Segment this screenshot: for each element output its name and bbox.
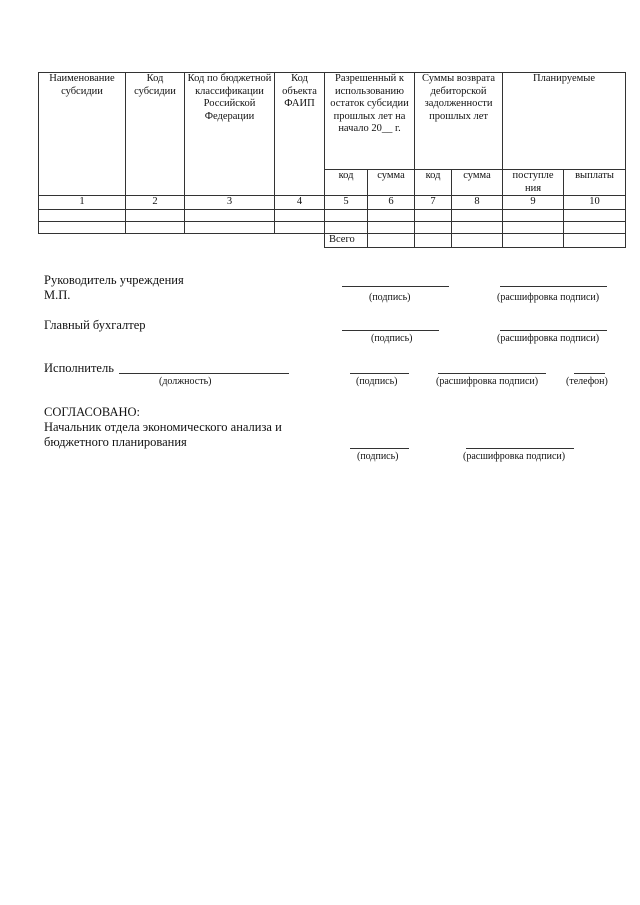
header-receivables-return: Суммы возврата дебиторской задолженности прошлых лет <box>415 73 503 170</box>
column-number: 4 <box>275 196 325 210</box>
column-number: 1 <box>39 196 126 210</box>
agreed-label: СОГЛАСОВАНО: <box>44 405 141 419</box>
executor-decoding-line <box>438 373 546 374</box>
header-subsidy-code: Код субсидии <box>126 73 185 196</box>
head-decoding-caption: (расшифровка подписи) <box>497 292 600 303</box>
executor-phone-caption: (телефон) <box>566 376 608 387</box>
executor-position-line <box>119 373 289 374</box>
head-signature-caption: (подпись) <box>369 292 411 303</box>
head-label: Руководитель учреждения <box>44 273 184 287</box>
agreed-signature-line <box>350 448 409 449</box>
agreed-decoding-caption: (расшифровка подписи) <box>463 451 566 462</box>
accountant-decoding-line <box>500 330 607 331</box>
total-label: Всего <box>325 233 368 247</box>
subheader-payments: выплаты <box>564 170 626 196</box>
accountant-signature-line <box>342 330 439 331</box>
subheader-sum: сумма <box>452 170 503 196</box>
dept-head-label-line1: Начальник отдела экономического анализа и <box>44 420 282 434</box>
executor-label: Исполнитель <box>44 361 114 375</box>
head-signature-line <box>342 286 449 287</box>
subsidy-table <box>38 72 626 248</box>
executor-signature-caption: (подпись) <box>356 376 398 387</box>
total-row <box>39 233 626 247</box>
header-budget-classification: Код по бюджетной классификации Российской Федерации <box>185 73 275 196</box>
header-faip-object-code: Код объекта ФАИП <box>275 73 325 196</box>
accountant-signature-caption: (подпись) <box>371 333 413 344</box>
column-number: 6 <box>368 196 415 210</box>
subheader-sum: сумма <box>368 170 415 196</box>
dept-head-label-line2: бюджетного планирования <box>44 435 187 449</box>
executor-phone-line <box>574 373 605 374</box>
executor-decoding-caption: (расшифровка подписи) <box>436 376 539 387</box>
subheader-receipts: поступле ния <box>503 170 564 196</box>
table-row <box>39 209 626 221</box>
stamp-label: М.П. <box>44 288 71 302</box>
header-planned: Планируемые <box>503 73 626 170</box>
agreed-decoding-line <box>466 448 574 449</box>
agreed-signature-caption: (подпись) <box>357 451 399 462</box>
chief-accountant-label: Главный бухгалтер <box>44 318 146 332</box>
header-subsidy-name: Наименование субсидии <box>39 73 126 196</box>
column-number: 7 <box>415 196 452 210</box>
header-permitted-balance: Разрешенный к использованию остаток субсидии прошлых лет на начало 20__ г. <box>325 73 415 170</box>
column-number: 10 <box>564 196 626 210</box>
column-number: 9 <box>503 196 564 210</box>
executor-position-caption: (должность) <box>159 376 212 387</box>
executor-signature-line <box>350 373 409 374</box>
column-number: 5 <box>325 196 368 210</box>
subheader-code: код <box>415 170 452 196</box>
column-number: 2 <box>126 196 185 210</box>
column-number: 3 <box>185 196 275 210</box>
subheader-code: код <box>325 170 368 196</box>
head-decoding-line <box>500 286 607 287</box>
column-number: 8 <box>452 196 503 210</box>
accountant-decoding-caption: (расшифровка подписи) <box>497 333 600 344</box>
table-row <box>39 221 626 233</box>
